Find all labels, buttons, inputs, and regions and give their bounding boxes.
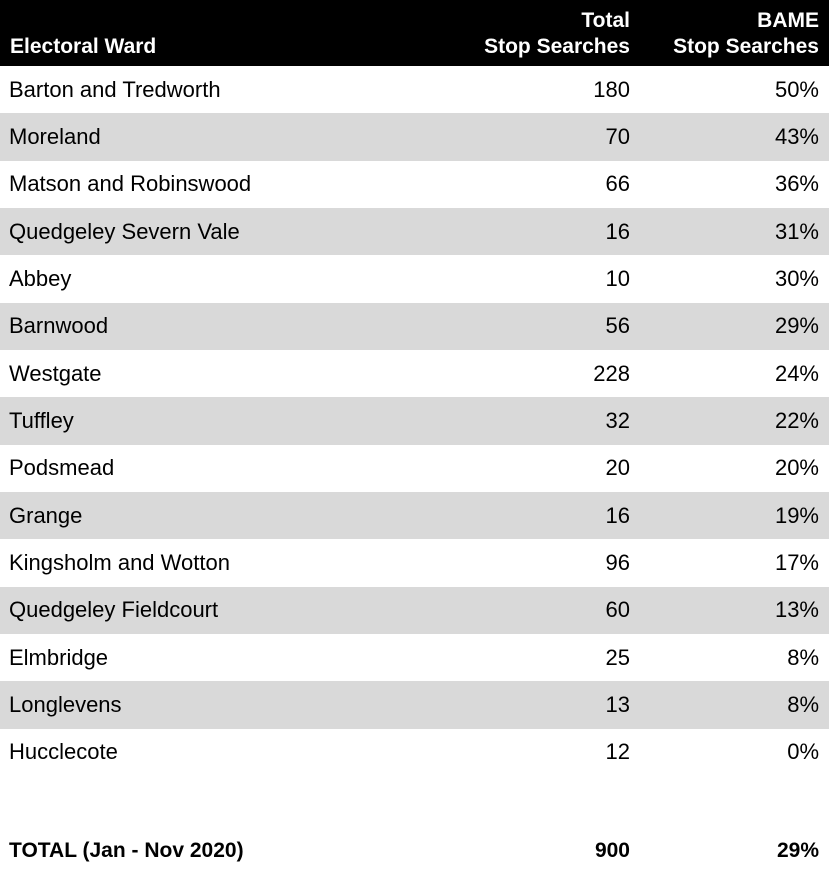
total-cell: 70: [605, 123, 630, 149]
table-row: [0, 303, 829, 350]
ward-cell: Tuffley: [9, 407, 74, 433]
bame-cell: 8%: [787, 644, 819, 670]
header-total-line2: Stop Searches: [484, 35, 630, 58]
ward-cell: Quedgeley Fieldcourt: [9, 597, 219, 623]
total-cell: 228: [593, 360, 630, 386]
table-row: [0, 113, 829, 160]
ward-cell: Hucclecote: [9, 739, 118, 765]
table-row: [0, 255, 829, 302]
ward-cell: Podsmead: [9, 455, 115, 481]
total-row-bame: 29%: [776, 838, 819, 862]
ward-cell: Matson and Robinswood: [9, 171, 252, 197]
ward-cell: Quedgeley Severn Vale: [9, 218, 240, 244]
bame-cell: 20%: [774, 455, 819, 481]
total-cell: 16: [605, 218, 630, 244]
table-row: [0, 634, 829, 681]
total-row-label: TOTAL (Jan - Nov 2020): [9, 838, 244, 862]
table-header: [0, 0, 829, 66]
ward-cell: Grange: [9, 502, 83, 528]
total-cell: 16: [605, 502, 630, 528]
table-row: [0, 729, 829, 776]
bame-cell: 31%: [774, 218, 819, 244]
table-row: [0, 66, 829, 113]
total-cell: 180: [593, 76, 630, 102]
total-cell: 60: [605, 597, 630, 623]
table-row: [0, 350, 829, 397]
header-total-stop-searches: [484, 8, 630, 60]
bame-cell: 8%: [787, 691, 819, 717]
table-row: [0, 681, 829, 728]
total-cell: 96: [605, 549, 630, 575]
table-body: [0, 66, 829, 776]
ward-cell: Kingsholm and Wotton: [9, 549, 230, 575]
header-bame-line2: Stop Searches: [673, 35, 819, 58]
total-cell: 12: [605, 739, 630, 765]
header-bame-stop-searches: [673, 8, 819, 60]
total-cell: 56: [605, 313, 630, 339]
total-cell: 13: [605, 691, 630, 717]
bame-cell: 50%: [774, 76, 819, 102]
total-cell: 25: [605, 644, 630, 670]
bame-cell: 36%: [774, 171, 819, 197]
table-row: [0, 587, 829, 634]
table-row: [0, 208, 829, 255]
total-row-total: 900: [594, 838, 630, 862]
table-row: [0, 445, 829, 492]
header-bame-line1: BAME: [757, 9, 819, 32]
header-electoral-ward: Electoral Ward: [10, 35, 157, 58]
header-total-line1: Total: [581, 9, 630, 32]
ward-cell: Barnwood: [9, 313, 109, 339]
bame-cell: 17%: [774, 549, 819, 575]
bame-cell: 19%: [774, 502, 819, 528]
bame-cell: 13%: [774, 597, 819, 623]
bame-cell: 30%: [774, 265, 819, 291]
total-cell: 66: [605, 171, 630, 197]
ward-cell: Moreland: [9, 123, 101, 149]
table-row: [0, 539, 829, 586]
ward-cell: Westgate: [9, 360, 102, 386]
total-cell: 32: [605, 407, 630, 433]
bame-cell: 24%: [774, 360, 819, 386]
ward-cell: Elmbridge: [9, 644, 109, 670]
total-cell: 20: [605, 455, 630, 481]
total-row: [0, 827, 829, 874]
ward-cell: Barton and Tredworth: [9, 76, 221, 102]
ward-cell: Longlevens: [9, 691, 122, 717]
total-cell: 10: [605, 265, 630, 291]
table-row: [0, 161, 829, 208]
bame-cell: 22%: [774, 407, 819, 433]
ward-cell: Abbey: [9, 265, 72, 291]
bame-cell: 43%: [774, 123, 819, 149]
bame-cell: 29%: [774, 313, 819, 339]
bame-cell: 0%: [787, 739, 819, 765]
table-row: [0, 397, 829, 444]
table-row: [0, 492, 829, 539]
